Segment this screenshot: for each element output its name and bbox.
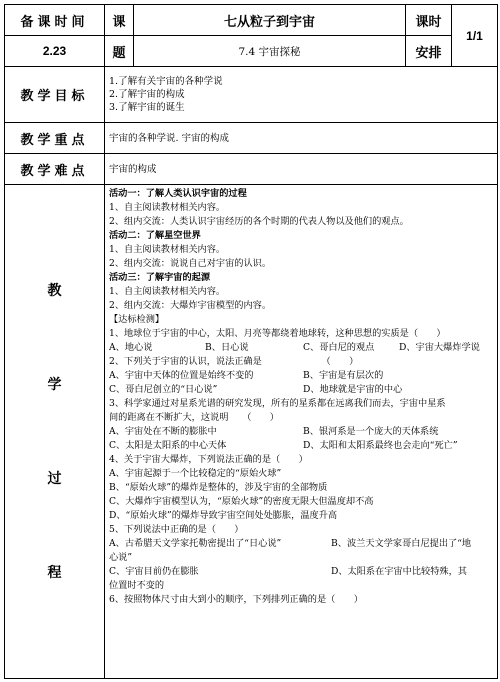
process-label [5,185,105,679]
goals-row [5,67,498,123]
hours-label: 课时 [406,5,452,36]
topic-label-ke: 课 [105,5,134,36]
goals-list [105,67,498,123]
q5-option-b: B、波兰天文学家哥白尼提出了“地 [331,538,472,549]
question-3-options-ab [109,425,493,439]
q4-option-a: A、宇宙起源于一个比较稳定的“原始火球” [109,468,282,479]
question-4-stem: 4、关于宇宙大爆炸，下列说法正确的是（ ） [109,454,308,465]
lesson-plan-sheet [4,4,497,682]
activity-1-step: 2、组内交流：人类认识宇宙经历的各个时期的代表人物以及他们的观点。 [109,216,409,227]
question-3-stem-cont: 间的距离在不断扩大，这说明 （ ） [109,412,279,423]
q3-option-a: A、宇宙处在不断的膨胀中 [109,426,217,437]
process-content [105,185,498,679]
q3-option-c: C、太阳是太阳系的中心天体 [109,440,227,451]
question-3-stem: 3、科学家通过对星系光谱的研究发现，所有的星系都在远离我们而去，宇宙中星系 [109,398,446,409]
q2-option-a: A、宇宙中天体的位置是始终不变的 [109,370,254,381]
process-char: 学 [47,376,62,393]
topic-label-ti: 题 [105,36,134,67]
activity-2-step: 2、组内交流：说说自己对宇宙的认识。 [109,258,272,269]
q2-option-b: B、宇宙是有层次的 [303,370,384,381]
question-5-stem: 5、下列说法中正确的是（ ） [109,524,244,535]
q1-option-c: C、哥白尼的观点 [303,342,375,353]
question-1-stem: 1、地球位于宇宙的中心，太阳、月亮等都绕着地球转，这种思想的实质是（ ） [109,328,446,339]
difficulty-text: 宇宙的构成 [105,154,498,185]
lesson-title: 七从粒子到宇宙 [134,5,406,36]
process-char: 程 [47,564,62,581]
key-points-row [5,123,498,154]
q1-option-b: B、日心说 [205,342,249,353]
question-1-options [109,341,493,355]
header-row-2 [5,36,498,67]
q1-option-d: D、宇宙大爆炸学说 [399,342,480,353]
q5-option-d-cont: 位置时不变的 [109,580,165,591]
activity-3-step: 1、自主阅读教材相关内容。 [109,286,226,297]
goals-label: 教学目标 [5,67,105,123]
q5-option-c: C、宇宙目前仍在膨胀 [109,566,199,577]
q3-option-b: B、银河系是一个庞大的天体系统 [303,426,439,437]
goal-item: 2.了解宇宙的构成 [109,89,185,100]
q5-option-a: A、古希腊天文学家托勒密提出了“日心说” [109,538,282,549]
key-points-label: 教学重点 [5,123,105,154]
q2-option-d: D、地球就是宇宙的中心 [303,384,403,395]
question-3-options-cd [109,439,493,453]
lesson-plan-table [4,4,498,679]
question-5-options-ab [109,537,493,551]
activity-1-step: 1、自主阅读教材相关内容。 [109,202,226,213]
q4-option-d: D、“原始火球”的爆炸导致宇宙空间处处膨胀，温度升高 [109,510,338,521]
question-2-options-ab [109,369,493,383]
goal-item: 3.了解宇宙的诞生 [109,102,185,113]
section-title: 7.4 宇宙探秘 [134,36,406,67]
difficulty-label: 教学难点 [5,154,105,185]
question-2-options-cd [109,383,493,397]
process-char: 教 [47,282,62,299]
arrange-label: 安排 [406,36,452,67]
prep-time-label: 备课时间 [5,5,105,36]
activity-1-title: 活动一：了解人类认识宇宙的过程 [109,188,247,199]
question-5-options-cd [109,565,493,579]
process-char: 过 [47,470,62,487]
question-2-stem: 2、下列关于宇宙的认识，说法正确是 （ ） [109,356,359,367]
key-points-text: 宇宙的各种学说. 宇宙的构成 [105,123,498,154]
activity-2-step: 1、自主阅读教材相关内容。 [109,244,226,255]
header-row-1 [5,5,498,36]
q5-option-b-cont: 心说” [109,552,133,563]
activity-3-step: 2、组内交流：大爆炸宇宙模型的内容。 [109,300,272,311]
test-section-title: 【达标检测】 [109,314,165,325]
q4-option-b: B、“原始火球”的爆炸是整体的，涉及宇宙的全部物质 [109,482,328,493]
prep-date: 2.23 [5,36,105,67]
hours-value: 1/1 [452,5,498,67]
q4-option-c: C、大爆炸宇宙模型认为，“原始火球”的密度无限大但温度却不高 [109,496,374,507]
q1-option-a: A、地心说 [109,342,153,353]
difficulty-row [5,154,498,185]
activity-3-title: 活动三：了解宇宙的起源 [109,272,211,283]
process-row [5,185,498,679]
q5-option-d: D、太阳系在宇宙中比较特殊，其 [331,566,467,577]
question-6-stem: 6、按照物体尺寸由大到小的顺序，下列排列正确的是（ ） [109,594,363,605]
goal-item: 1.了解有关宇宙的各种学说 [109,76,223,87]
q3-option-d: D、太阳和太阳系最终也会走向“死亡” [303,440,458,451]
q2-option-c: C、哥白尼创立的“日心说” [109,384,218,395]
activity-2-title: 活动二：了解星空世界 [109,230,201,241]
